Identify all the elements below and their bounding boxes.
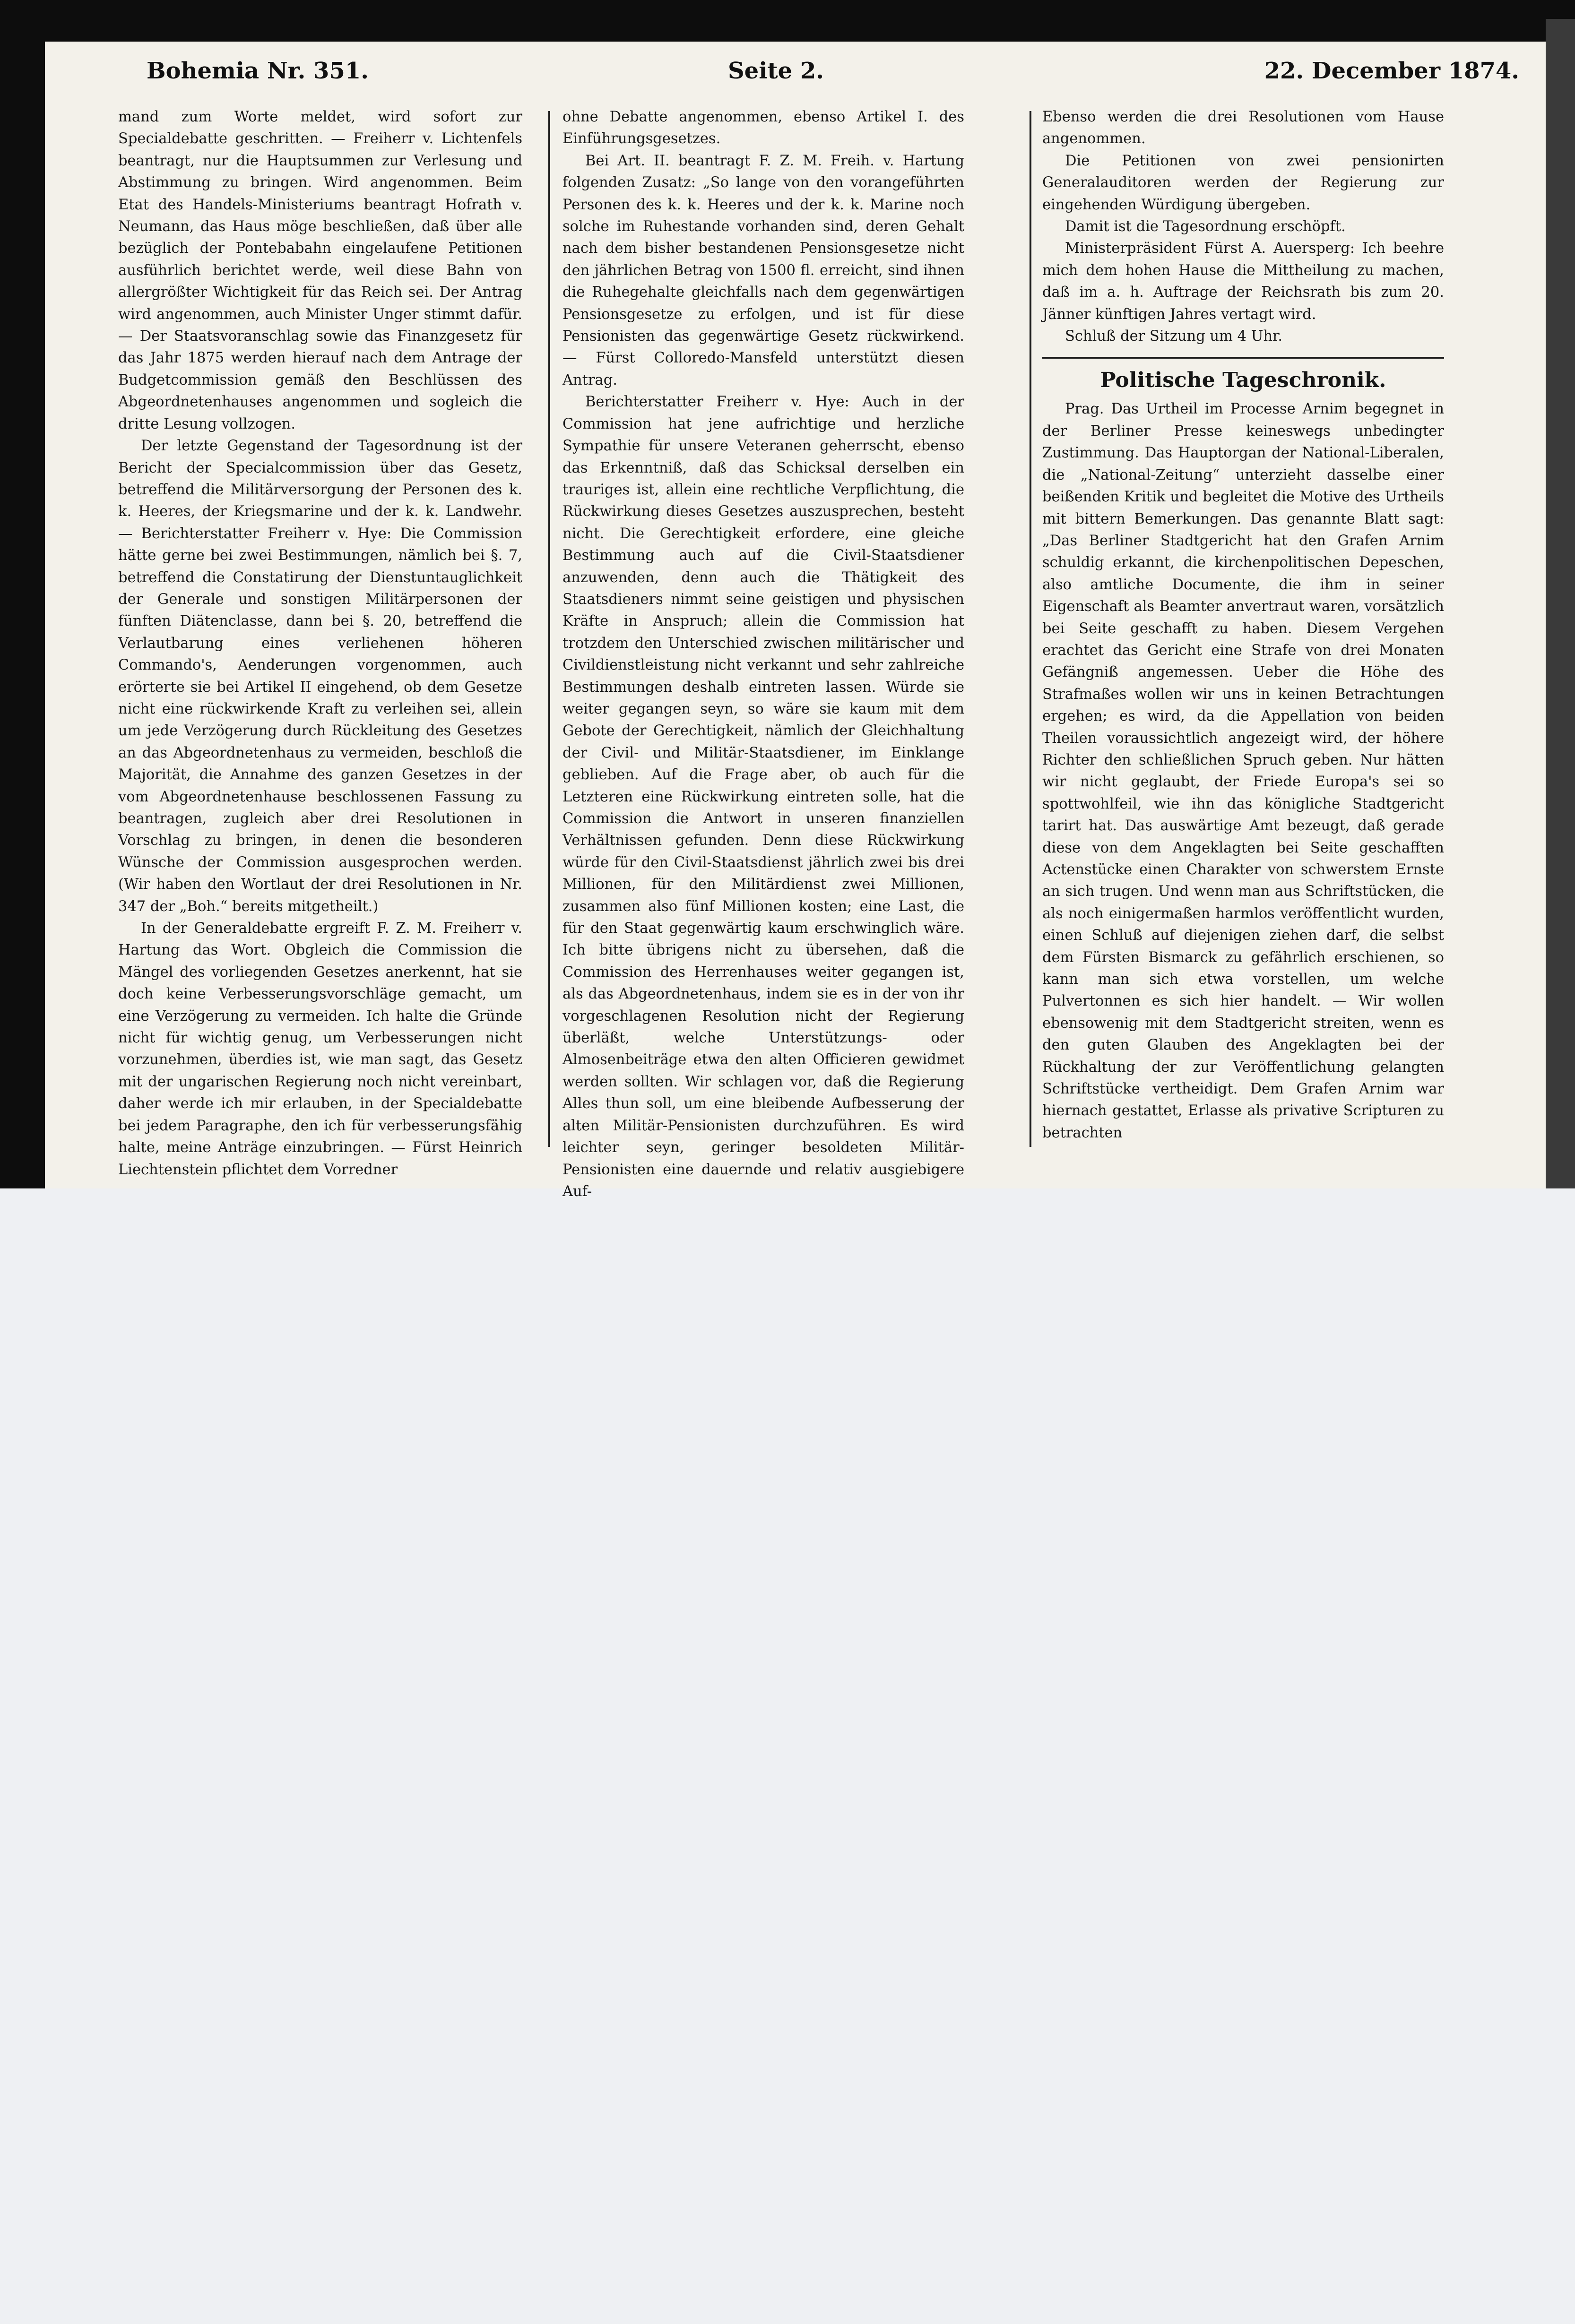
column-3	[1042, 106, 1444, 1146]
column-divider	[1030, 111, 1031, 1147]
section-title: Politische Tageschronik.	[1100, 368, 1386, 393]
paragraph: Damit ist die Tagesordnung erschöpft.	[1065, 218, 1346, 235]
paragraph: Schluß der Sitzung um 4 Uhr.	[1065, 328, 1283, 345]
paragraph: In der Generaldebatte ergreift F. Z. M. Freiherr v. Hartung das Wort. Obgleich die Commission die Mängel des vorliegenden Gesetzes anerkennt, hat sie doch keine Verbesserungsvorschläge gemacht, um eine Verzögerung zu vermeiden. Ich halte die Gründe nicht für wichtig genug, um Verbesserungen nicht vorzunehmen, überdies ist, wie man sagt, das Gesetz mit der ungarischen Regierung noch nicht vereinbart, daher werde ich mir erlauben, in der Specialdebatte bei jedem Paragraphe, den ich für verbesserungsfähig halte, meine Anträge einzubringen. — Fürst Heinrich Liechtenstein pflichtet dem Vorredner	[118, 920, 522, 1178]
column-divider	[548, 111, 550, 1147]
paragraph: mand zum Worte meldet, wird sofort zur Specialdebatte geschritten. — Freiherr v. Lichtenfels beantragt, nur die Hauptsummen zur Verlesung und Abstimmung zu bringen. Wird angenommen. Beim Etat des Handels-Ministeriums beantragt Hofrath v. Neumann, das Haus möge beschließen, daß über alle bezüglich der Pontebabahn eingelaufene Petitionen ausführlich berichtet werde, weil diese Bahn von allergrößter Wichtigkeit für das Reich sei. Der Antrag wird angenommen, auch Minister Unger stimmt dafür. — Der Staatsvoranschlag sowie das Finanzgesetz für das Jahr 1875 werden hierauf nach dem Antrage der Budgetcommission gemäß den Beschlüssen des Abgeordnetenhauses angenommen und sogleich die dritte Lesung vollzogen.	[118, 109, 522, 432]
masthead-issue: Bohemia Nr. 351.	[147, 58, 369, 84]
issue-date: 22. December 1874.	[1264, 58, 1519, 84]
paragraph: Ministerpräsident Fürst A. Auersperg: Ich beehre mich dem hohen Hause die Mittheilung zu machen, daß im a. h. Auftrage der Reichsrath bis zum 20. Jänner künftigen Jahres vertagt wird.	[1042, 240, 1444, 323]
adjacent-page-edge	[1546, 19, 1575, 1188]
column-2	[562, 106, 964, 1200]
paragraph: Berichterstatter Freiherr v. Hye: Auch in der Commission hat jene aufrichtige und herzliche Sympathie für unsere Veteranen geherrscht, ebenso das Erkenntniß, daß das Schicksal derselben ein trauriges ist, allein eine rechtliche Verpflichtung, die Rückwirkung dieses Gesetzes auszusprechen, besteht nicht. Die Gerechtigkeit erfordere, eine gleiche Bestimmung auch auf die Civil-Staatsdiener anzuwenden, denn auch die Thätigkeit des Staatsdieners nimmt seine geistigen und physischen Kräfte in Anspruch; allein die Commission hat trotzdem den Unterschied zwischen militärischer und Civildienstleistung nicht verkannt und sehr zahlreiche Bestimmungen deshalb eintreten lassen. Würde sie weiter gegangen seyn, so wäre sie kaum mit dem Gebote der Gerechtigkeit, nämlich der Gleichhaltung der Civil- und Militär-Staatsdiener, im Einklange geblieben. Auf die Frage aber, ob auch für die Letzteren eine Rückwirkung eintreten solle, hat die Commission die Antwort in unseren finanziellen Verhältnissen gefunden. Denn diese Rückwirkung würde für den Civil-Staatsdienst jährlich zwei bis drei Millionen, für den Militärdienst zwei Millionen, zusammen also fünf Millionen kosten; eine Last, die für den Staat gegenwärtig kaum erschwinglich wäre. Ich bitte übrigens nicht zu übersehen, daß die Commission des Herrenhauses weiter gegangen ist, als das Abgeordnetenhaus, indem sie es in der von ihr vorgeschlagenen Resolution nicht der Regierung überläßt, welche Unterstützungs- oder Almosenbeiträge etwa den alten Officieren gewidmet werden sollten. Wir schlagen vor, daß die Regierung Alles thun soll, um eine bleibende Aufbesserung der alten Militär-Pensionisten durchzuführen. Es wird leichter seyn, geringer besoldeten Militär-Pensionisten eine dauernde und relativ ausgiebigere Auf-	[562, 394, 964, 1200]
paragraph: Ebenso werden die drei Resolutionen vom Hause angenommen.	[1042, 109, 1444, 147]
paragraph: Die Petitionen von zwei pensionirten Generalauditoren werden der Regierung zur eingehenden Würdigung übergeben.	[1042, 152, 1444, 213]
paragraph: Der letzte Gegenstand der Tagesordnung ist der Bericht der Specialcommission über das Gesetz, betreffend die Militärversorgung der Personen des k. k. Heeres, der Kriegsmarine und der k. k. Landwehr. — Berichterstatter Freiherr v. Hye: Die Commission hätte gerne bei zwei Bestimmungen, nämlich bei §. 7, betreffend die Constatirung der Dienstuntauglichkeit der Generale und sonstigen Militärpersonen der fünften Diätenclasse, dann bei §. 20, betreffend die Verlautbarung eines verliehenen höheren Commando's, Aenderungen vorgenommen, auch erörterte sie bei Artikel II eingehend, ob dem Gesetze nicht eine rückwirkende Kraft zu verleihen sei, allein um jede Verzögerung durch Rückleitung des Gesetzes an das Abgeordnetenhaus zu vermeiden, beschloß die Majorität, die Annahme des ganzen Gesetzes in der vom Abgeordnetenhause beschlossenen Fassung zu beantragen, zugleich aber drei Resolutionen in Vorschlag zu bringen, in denen die besonderen Wünsche der Commission ausgesprochen werden. (Wir haben den Wortlaut der drei Resolutionen in Nr. 347 der „Boh.“ bereits mitgetheilt.)	[118, 438, 522, 915]
paragraph: Prag. Das Urtheil im Processe Arnim begegnet in der Berliner Presse keineswegs unbedingter Zustimmung. Das Hauptorgan der National-Liberalen, die „National-Zeitung“ unterzieht dasselbe einer beißenden Kritik und begleitet die Motive des Urtheils mit bittern Bemerkungen. Das genannte Blatt sagt: „Das Berliner Stadtgericht hat den Grafen Arnim schuldig erkannt, die kirchenpolitischen Depeschen, also amtliche Documente, die ihm in seiner Eigenschaft als Beamter anvertraut waren, vorsätzlich bei Seite geschafft zu haben. Diesem Vergehen erachtet das Gericht eine Strafe von drei Monaten Gefängniß angemessen. Ueber die Höhe des Strafmaßes wollen wir uns in keinen Betrachtungen ergehen; es wird, da die Appellation von beiden Theilen voraussichtlich angezeigt wird, der höhere Richter den schließlichen Spruch geben. Nur hätten wir nicht geglaubt, der Friede Europa's sei so spottwohlfeil, wie ihn das königliche Stadtgericht tarirt hat. Das auswärtige Amt bezeugt, daß gerade diese von dem Angeklagten bei Seite geschafften Actenstücke einen Charakter von schwerstem Ernste an sich trugen. Und wenn man aus Schriftstücken, die als noch einigermaßen harmlos veröffentlicht wurden, einen Schluß auf diejenigen ziehen darf, die selbst dem Fürsten Bismarck zu gefährlich erschienen, so kann man sich etwa vorstellen, um welche Pulvertonnen es sich hier handelt. — Wir wollen ebensowenig mit dem Stadtgericht streiten, wenn es den guten Glauben des Angeklagten bei der Rückhaltung der zur Veröffentlichung gelangten Schriftstücke vertheidigt. Dem Grafen Arnim war hiernach gestattet, Erlasse als privative Scripturen zu betrachten	[1042, 401, 1444, 1141]
column-1	[118, 106, 522, 1178]
section-divider	[1042, 357, 1444, 359]
page-number: Seite 2.	[728, 58, 824, 84]
paragraph: Bei Art. II. beantragt F. Z. M. Freih. v. Hartung folgenden Zusatz: „So lange von den vorangeführten Personen des k. k. Heeres und der k. k. Marine noch solche im Ruhestande vorhanden sind, deren Gehalt nach dem bisher bestandenen Pensionsgesetze nicht den jährlichen Betrag von 1500 fl. erreicht, sind ihnen die Ruhegehalte gleichfalls nach dem gegenwärtigen Pensionsgesetze zu erfolgen, und ist für diese Pensionisten das gegenwärtige Gesetz rückwirkend. — Fürst Colloredo-Mansfeld unterstützt diesen Antrag.	[562, 152, 964, 388]
paragraph: ohne Debatte angenommen, ebenso Artikel I. des Einführungsgesetzes.	[562, 109, 964, 147]
